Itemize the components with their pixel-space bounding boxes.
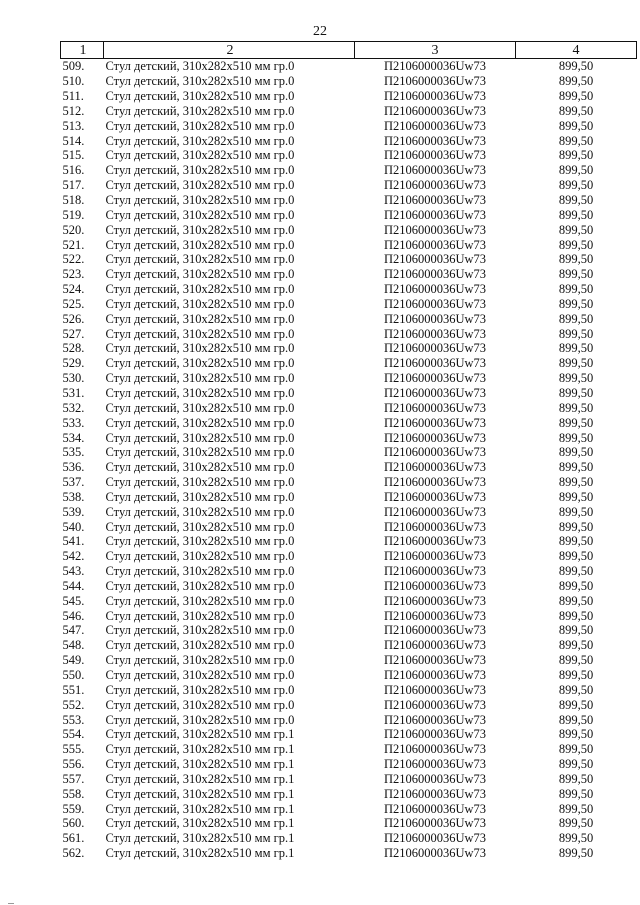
item-code: П2106000036Uw73 bbox=[383, 296, 487, 311]
item-code: П2106000036Uw73 bbox=[383, 801, 487, 816]
table-row bbox=[61, 311, 637, 326]
item-code: П2106000036Uw73 bbox=[383, 578, 487, 593]
item-price: 899,50 bbox=[558, 103, 594, 118]
row-number: 512. bbox=[62, 103, 85, 118]
row-number: 524. bbox=[62, 282, 85, 297]
table-row bbox=[61, 682, 637, 697]
item-code: П2106000036Uw73 bbox=[383, 207, 487, 222]
item-code: П2106000036Uw73 bbox=[383, 564, 487, 579]
row-number: 534. bbox=[62, 430, 85, 445]
item-name: Стул детский, 310x282x510 мм гр.0 bbox=[105, 623, 295, 638]
item-price: 899,50 bbox=[558, 489, 594, 504]
item-price: 899,50 bbox=[558, 534, 594, 549]
table-row bbox=[61, 504, 637, 519]
item-price: 899,50 bbox=[558, 593, 594, 608]
item-code: П2106000036Uw73 bbox=[383, 267, 487, 282]
item-code: П2106000036Uw73 bbox=[383, 504, 487, 519]
row-number: 558. bbox=[62, 786, 85, 801]
item-name: Стул детский, 310x282x510 мм гр.0 bbox=[105, 89, 295, 104]
table-row bbox=[61, 297, 637, 312]
item-price: 899,50 bbox=[558, 296, 594, 311]
item-price: 899,50 bbox=[558, 282, 594, 297]
item-name: Стул детский, 310x282x510 мм гр.0 bbox=[105, 222, 295, 237]
table-row bbox=[61, 816, 637, 831]
row-number: 552. bbox=[62, 697, 85, 712]
item-price: 899,50 bbox=[558, 430, 594, 445]
row-number: 521. bbox=[62, 237, 85, 252]
item-name: Стул детский, 310x282x510 мм гр.0 bbox=[105, 282, 295, 297]
item-price: 899,50 bbox=[558, 193, 594, 208]
item-name: Стул детский, 310x282x510 мм гр.0 bbox=[105, 371, 295, 386]
item-price: 899,50 bbox=[558, 460, 594, 475]
item-code: П2106000036Uw73 bbox=[383, 74, 487, 89]
row-number: 510. bbox=[62, 74, 85, 89]
table-header-row bbox=[61, 42, 637, 59]
table-row bbox=[61, 193, 637, 208]
item-name: Стул детский, 310x282x510 мм гр.0 bbox=[105, 103, 295, 118]
item-name: Стул детский, 310x282x510 мм гр.0 bbox=[105, 74, 295, 89]
item-price: 899,50 bbox=[558, 846, 594, 861]
item-name: Стул детский, 310x282x510 мм гр.0 bbox=[105, 608, 295, 623]
row-number: 517. bbox=[62, 178, 85, 193]
item-code: П2106000036Uw73 bbox=[383, 712, 487, 727]
item-price: 899,50 bbox=[558, 385, 594, 400]
table-row bbox=[61, 786, 637, 801]
row-number: 554. bbox=[62, 727, 85, 742]
table-row bbox=[61, 623, 637, 638]
item-code: П2106000036Uw73 bbox=[383, 326, 487, 341]
column-header-3: 3 bbox=[355, 42, 516, 59]
table-row bbox=[61, 653, 637, 668]
row-number: 509. bbox=[62, 59, 85, 74]
table-row bbox=[61, 104, 637, 119]
table-row bbox=[61, 148, 637, 163]
row-number: 557. bbox=[62, 771, 85, 786]
item-code: П2106000036Uw73 bbox=[383, 178, 487, 193]
item-name: Стул детский, 310x282x510 мм гр.0 bbox=[105, 578, 295, 593]
table-row bbox=[61, 341, 637, 356]
table-row bbox=[61, 59, 637, 74]
item-code: П2106000036Uw73 bbox=[383, 430, 487, 445]
item-price: 899,50 bbox=[558, 623, 594, 638]
column-header-1: 1 bbox=[61, 42, 104, 59]
item-name: Стул детский, 310x282x510 мм гр.0 bbox=[105, 252, 295, 267]
item-code: П2106000036Uw73 bbox=[383, 118, 487, 133]
row-number: 511. bbox=[62, 89, 84, 104]
row-number: 561. bbox=[62, 831, 85, 846]
item-code: П2106000036Uw73 bbox=[383, 475, 487, 490]
item-name: Стул детский, 310x282x510 мм гр.1 bbox=[105, 771, 295, 786]
item-name: Стул детский, 310x282x510 мм гр.0 bbox=[105, 682, 295, 697]
item-name: Стул детский, 310x282x510 мм гр.1 bbox=[105, 742, 295, 757]
item-price: 899,50 bbox=[558, 801, 594, 816]
table-row bbox=[61, 282, 637, 297]
item-name: Стул детский, 310x282x510 мм гр.0 bbox=[105, 430, 295, 445]
item-price: 899,50 bbox=[558, 74, 594, 89]
table-row bbox=[61, 356, 637, 371]
item-price: 899,50 bbox=[558, 178, 594, 193]
item-code: П2106000036Uw73 bbox=[383, 549, 487, 564]
item-name: Стул детский, 310x282x510 мм гр.1 bbox=[105, 816, 295, 831]
row-number: 530. bbox=[62, 371, 85, 386]
row-number: 544. bbox=[62, 578, 85, 593]
table-row bbox=[61, 371, 637, 386]
item-code: П2106000036Uw73 bbox=[383, 341, 487, 356]
table-row bbox=[61, 237, 637, 252]
item-price: 899,50 bbox=[558, 163, 594, 178]
item-price: 899,50 bbox=[558, 415, 594, 430]
item-name: Стул детский, 310x282x510 мм гр.1 bbox=[105, 831, 295, 846]
table-row bbox=[61, 846, 637, 861]
row-number: 516. bbox=[62, 163, 85, 178]
row-number: 550. bbox=[62, 668, 85, 683]
table-row bbox=[61, 133, 637, 148]
item-name: Стул детский, 310x282x510 мм гр.0 bbox=[105, 549, 295, 564]
row-number: 529. bbox=[62, 356, 85, 371]
item-price: 899,50 bbox=[558, 564, 594, 579]
table-row bbox=[61, 772, 637, 787]
item-price: 899,50 bbox=[558, 356, 594, 371]
item-name: Стул детский, 310x282x510 мм гр.0 bbox=[105, 237, 295, 252]
item-price: 899,50 bbox=[558, 742, 594, 757]
table-row bbox=[61, 118, 637, 133]
item-name: Стул детский, 310x282x510 мм гр.0 bbox=[105, 489, 295, 504]
item-price: 899,50 bbox=[558, 578, 594, 593]
item-code: П2106000036Uw73 bbox=[383, 193, 487, 208]
item-code: П2106000036Uw73 bbox=[383, 252, 487, 267]
item-code: П2106000036Uw73 bbox=[383, 697, 487, 712]
row-number: 551. bbox=[62, 682, 85, 697]
item-code: П2106000036Uw73 bbox=[383, 682, 487, 697]
item-code: П2106000036Uw73 bbox=[383, 356, 487, 371]
item-code: П2106000036Uw73 bbox=[383, 148, 487, 163]
item-name: Стул детский, 310x282x510 мм гр.0 bbox=[105, 564, 295, 579]
item-name: Стул детский, 310x282x510 мм гр.0 bbox=[105, 311, 295, 326]
table-row bbox=[61, 534, 637, 549]
row-number: 519. bbox=[62, 207, 85, 222]
item-code: П2106000036Uw73 bbox=[383, 415, 487, 430]
item-price: 899,50 bbox=[558, 445, 594, 460]
row-number: 549. bbox=[62, 653, 85, 668]
item-price: 899,50 bbox=[558, 59, 594, 74]
table-row bbox=[61, 801, 637, 816]
item-name: Стул детский, 310x282x510 мм гр.0 bbox=[105, 356, 295, 371]
item-name: Стул детский, 310x282x510 мм гр.1 bbox=[105, 786, 295, 801]
table-row bbox=[61, 579, 637, 594]
table-row bbox=[61, 475, 637, 490]
row-number: 540. bbox=[62, 519, 85, 534]
item-name: Стул детский, 310x282x510 мм гр.0 bbox=[105, 207, 295, 222]
item-code: П2106000036Uw73 bbox=[383, 742, 487, 757]
table-row bbox=[61, 163, 637, 178]
item-price: 899,50 bbox=[558, 816, 594, 831]
table-row bbox=[61, 638, 637, 653]
item-code: П2106000036Uw73 bbox=[383, 846, 487, 861]
item-code: П2106000036Uw73 bbox=[383, 311, 487, 326]
row-number: 523. bbox=[62, 267, 85, 282]
item-code: П2106000036Uw73 bbox=[383, 59, 487, 74]
row-number: 556. bbox=[62, 757, 85, 772]
row-number: 531. bbox=[62, 385, 85, 400]
row-number: 539. bbox=[62, 504, 85, 519]
items-table bbox=[60, 41, 637, 861]
row-number: 520. bbox=[62, 222, 85, 237]
table-row bbox=[61, 489, 637, 504]
item-price: 899,50 bbox=[558, 371, 594, 386]
item-code: П2106000036Uw73 bbox=[383, 757, 487, 772]
item-price: 899,50 bbox=[558, 326, 594, 341]
item-price: 899,50 bbox=[558, 118, 594, 133]
table-row bbox=[61, 831, 637, 846]
row-number: 527. bbox=[62, 326, 85, 341]
item-name: Стул детский, 310x282x510 мм гр.0 bbox=[105, 638, 295, 653]
table-row bbox=[61, 207, 637, 222]
item-name: Стул детский, 310x282x510 мм гр.0 bbox=[105, 267, 295, 282]
item-code: П2106000036Uw73 bbox=[383, 282, 487, 297]
row-number: 533. bbox=[62, 415, 85, 430]
item-price: 899,50 bbox=[558, 519, 594, 534]
row-number: 528. bbox=[62, 341, 85, 356]
item-name: Стул детский, 310x282x510 мм гр.0 bbox=[105, 296, 295, 311]
item-code: П2106000036Uw73 bbox=[383, 385, 487, 400]
item-code: П2106000036Uw73 bbox=[383, 623, 487, 638]
item-price: 899,50 bbox=[558, 222, 594, 237]
item-price: 899,50 bbox=[558, 653, 594, 668]
item-name: Стул детский, 310x282x510 мм гр.0 bbox=[105, 653, 295, 668]
table-row bbox=[61, 608, 637, 623]
item-name: Стул детский, 310x282x510 мм гр.0 bbox=[105, 712, 295, 727]
item-price: 899,50 bbox=[558, 475, 594, 490]
table-row bbox=[61, 74, 637, 89]
item-price: 899,50 bbox=[558, 608, 594, 623]
row-number: 548. bbox=[62, 638, 85, 653]
row-number: 559. bbox=[62, 801, 85, 816]
table-row bbox=[61, 178, 637, 193]
row-number: 522. bbox=[62, 252, 85, 267]
table-row bbox=[61, 267, 637, 282]
table-row bbox=[61, 222, 637, 237]
item-code: П2106000036Uw73 bbox=[383, 222, 487, 237]
column-header-4: 4 bbox=[516, 42, 637, 59]
table-row bbox=[61, 519, 637, 534]
table-row bbox=[61, 400, 637, 415]
table-row bbox=[61, 460, 637, 475]
item-code: П2106000036Uw73 bbox=[383, 103, 487, 118]
row-number: 514. bbox=[62, 133, 85, 148]
item-price: 899,50 bbox=[558, 831, 594, 846]
item-price: 899,50 bbox=[558, 638, 594, 653]
row-number: 543. bbox=[62, 564, 85, 579]
item-name: Стул детский, 310x282x510 мм гр.0 bbox=[105, 460, 295, 475]
item-code: П2106000036Uw73 bbox=[383, 489, 487, 504]
item-name: Стул детский, 310x282x510 мм гр.0 bbox=[105, 400, 295, 415]
item-code: П2106000036Uw73 bbox=[383, 653, 487, 668]
item-price: 899,50 bbox=[558, 207, 594, 222]
row-number: 526. bbox=[62, 311, 85, 326]
item-price: 899,50 bbox=[558, 727, 594, 742]
item-name: Стул детский, 310x282x510 мм гр.0 bbox=[105, 697, 295, 712]
table-row bbox=[61, 326, 637, 341]
page-number: 22 bbox=[313, 24, 327, 39]
item-code: П2106000036Uw73 bbox=[383, 519, 487, 534]
item-name: Стул детский, 310x282x510 мм гр.0 bbox=[105, 385, 295, 400]
item-price: 899,50 bbox=[558, 252, 594, 267]
item-name: Стул детский, 310x282x510 мм гр.0 bbox=[105, 326, 295, 341]
item-code: П2106000036Uw73 bbox=[383, 771, 487, 786]
item-price: 899,50 bbox=[558, 504, 594, 519]
table-row bbox=[61, 430, 637, 445]
item-name: Стул детский, 310x282x510 мм гр.0 bbox=[105, 59, 295, 74]
item-price: 899,50 bbox=[558, 148, 594, 163]
row-number: 535. bbox=[62, 445, 85, 460]
item-price: 899,50 bbox=[558, 89, 594, 104]
item-code: П2106000036Uw73 bbox=[383, 371, 487, 386]
item-code: П2106000036Uw73 bbox=[383, 163, 487, 178]
row-number: 547. bbox=[62, 623, 85, 638]
table-row bbox=[61, 549, 637, 564]
row-number: 538. bbox=[62, 489, 85, 504]
row-number: 532. bbox=[62, 400, 85, 415]
table-row bbox=[61, 593, 637, 608]
item-price: 899,50 bbox=[558, 237, 594, 252]
item-price: 899,50 bbox=[558, 341, 594, 356]
table-row bbox=[61, 727, 637, 742]
row-number: 515. bbox=[62, 148, 85, 163]
item-name: Стул детский, 310x282x510 мм гр.0 bbox=[105, 133, 295, 148]
item-price: 899,50 bbox=[558, 697, 594, 712]
item-name: Стул детский, 310x282x510 мм гр.0 bbox=[105, 341, 295, 356]
item-code: П2106000036Uw73 bbox=[383, 593, 487, 608]
table-row bbox=[61, 564, 637, 579]
item-code: П2106000036Uw73 bbox=[383, 534, 487, 549]
item-code: П2106000036Uw73 bbox=[383, 727, 487, 742]
item-code: П2106000036Uw73 bbox=[383, 400, 487, 415]
row-number: 546. bbox=[62, 608, 85, 623]
item-code: П2106000036Uw73 bbox=[383, 608, 487, 623]
item-name: Стул детский, 310x282x510 мм гр.0 bbox=[105, 593, 295, 608]
row-number: 562. bbox=[62, 846, 85, 861]
item-name: Стул детский, 310x282x510 мм гр.0 bbox=[105, 178, 295, 193]
item-code: П2106000036Uw73 bbox=[383, 638, 487, 653]
row-number: 537. bbox=[62, 475, 85, 490]
item-name: Стул детский, 310x282x510 мм гр.0 bbox=[105, 668, 295, 683]
item-name: Стул детский, 310x282x510 мм гр.1 bbox=[105, 846, 295, 861]
row-number: 555. bbox=[62, 742, 85, 757]
row-number: 542. bbox=[62, 549, 85, 564]
item-name: Стул детский, 310x282x510 мм гр.0 bbox=[105, 504, 295, 519]
table-row bbox=[61, 252, 637, 267]
table-row bbox=[61, 415, 637, 430]
item-price: 899,50 bbox=[558, 400, 594, 415]
item-code: П2106000036Uw73 bbox=[383, 816, 487, 831]
item-name: Стул детский, 310x282x510 мм гр.0 bbox=[105, 445, 295, 460]
table-body bbox=[61, 59, 637, 861]
item-name: Стул детский, 310x282x510 мм гр.1 bbox=[105, 801, 295, 816]
item-price: 899,50 bbox=[558, 267, 594, 282]
item-name: Стул детский, 310x282x510 мм гр.0 bbox=[105, 193, 295, 208]
table-row bbox=[61, 668, 637, 683]
item-code: П2106000036Uw73 bbox=[383, 831, 487, 846]
row-number: 536. bbox=[62, 460, 85, 475]
item-name: Стул детский, 310x282x510 мм гр.0 bbox=[105, 415, 295, 430]
item-code: П2106000036Uw73 bbox=[383, 786, 487, 801]
row-number: 545. bbox=[62, 593, 85, 608]
item-code: П2106000036Uw73 bbox=[383, 460, 487, 475]
item-name: Стул детский, 310x282x510 мм гр.0 bbox=[105, 475, 295, 490]
table-row bbox=[61, 712, 637, 727]
item-name: Стул детский, 310x282x510 мм гр.1 bbox=[105, 757, 295, 772]
item-price: 899,50 bbox=[558, 771, 594, 786]
row-number: 553. bbox=[62, 712, 85, 727]
item-name: Стул детский, 310x282x510 мм гр.0 bbox=[105, 148, 295, 163]
column-header-2: 2 bbox=[104, 42, 355, 59]
row-number: 518. bbox=[62, 193, 85, 208]
item-price: 899,50 bbox=[558, 668, 594, 683]
row-number: 513. bbox=[62, 118, 85, 133]
item-code: П2106000036Uw73 bbox=[383, 133, 487, 148]
item-code: П2106000036Uw73 bbox=[383, 668, 487, 683]
item-price: 899,50 bbox=[558, 311, 594, 326]
item-code: П2106000036Uw73 bbox=[383, 237, 487, 252]
item-name: Стул детский, 310x282x510 мм гр.0 bbox=[105, 534, 295, 549]
item-name: Стул детский, 310x282x510 мм гр.0 bbox=[105, 163, 295, 178]
row-number: 560. bbox=[62, 816, 85, 831]
item-price: 899,50 bbox=[558, 682, 594, 697]
item-price: 899,50 bbox=[558, 757, 594, 772]
table-row bbox=[61, 445, 637, 460]
row-number: 541. bbox=[62, 534, 85, 549]
item-name: Стул детский, 310x282x510 мм гр.0 bbox=[105, 519, 295, 534]
item-code: П2106000036Uw73 bbox=[383, 445, 487, 460]
item-price: 899,50 bbox=[558, 133, 594, 148]
item-price: 899,50 bbox=[558, 712, 594, 727]
scan-mark bbox=[8, 903, 14, 904]
table-row bbox=[61, 742, 637, 757]
table-row bbox=[61, 697, 637, 712]
item-price: 899,50 bbox=[558, 549, 594, 564]
item-name: Стул детский, 310x282x510 мм гр.0 bbox=[105, 118, 295, 133]
table-row bbox=[61, 89, 637, 104]
item-code: П2106000036Uw73 bbox=[383, 89, 487, 104]
table-row bbox=[61, 386, 637, 401]
item-price: 899,50 bbox=[558, 786, 594, 801]
item-name: Стул детский, 310x282x510 мм гр.1 bbox=[105, 727, 295, 742]
table-row bbox=[61, 757, 637, 772]
row-number: 525. bbox=[62, 296, 85, 311]
